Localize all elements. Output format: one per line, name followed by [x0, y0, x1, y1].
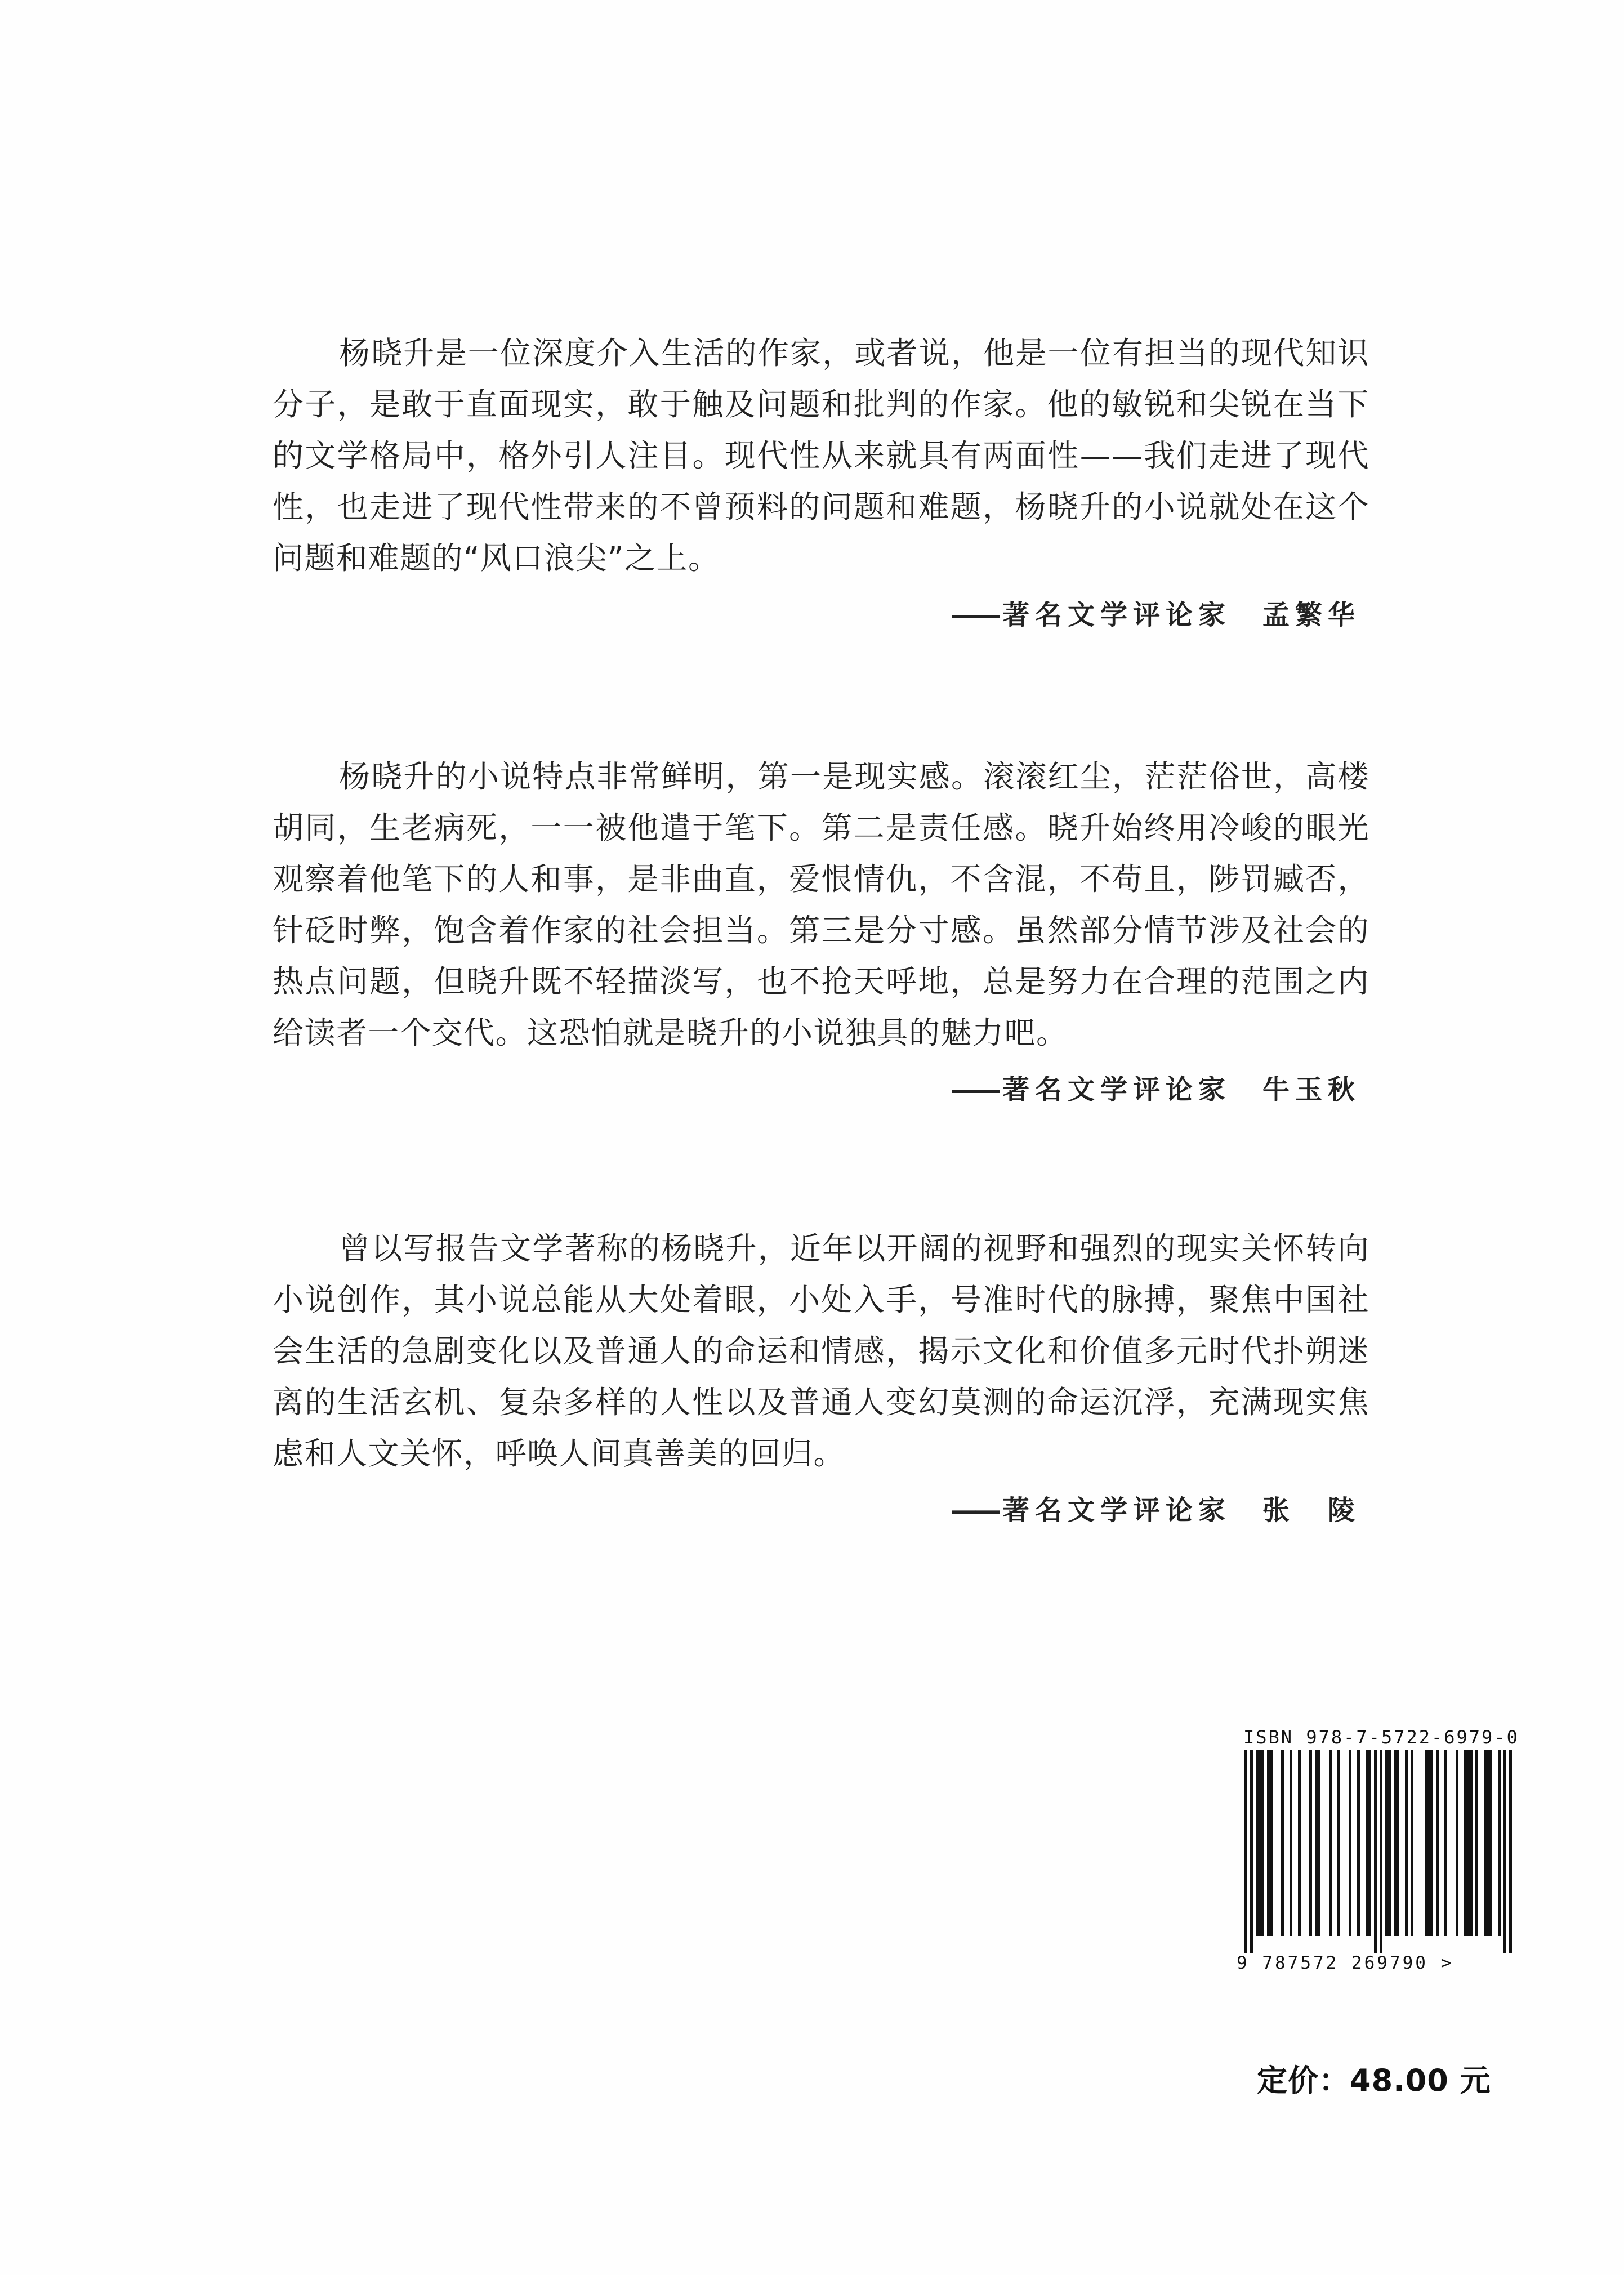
barcode-bar — [1259, 1750, 1261, 1936]
barcode-bar — [1397, 1750, 1399, 1936]
barcode-digits: 9 787572 269790 > — [1237, 1953, 1454, 1973]
barcode-bar — [1430, 1750, 1433, 1936]
barcode-bar — [1464, 1750, 1467, 1936]
barcode-bar — [1318, 1750, 1320, 1936]
critic-role: 著名文学评论家 — [1002, 1495, 1231, 1526]
barcode-bar — [1509, 1750, 1512, 1953]
review-block — [273, 1223, 1369, 1527]
barcode-bar — [1368, 1750, 1371, 1936]
barcode-bar — [1309, 1750, 1312, 1936]
barcode-bar — [1487, 1750, 1489, 1936]
review-text: 杨晓升是一位深度介入生活的作家，或者说，他是一位有担当的现代知识分子，是敢于直面现实，敢于触及问题和批判的作家。他的敏锐和尖锐在当下的文学格局中，格外引人注目。现代性从来就具有两面性——我们走进了现代性，也走进了现代性带来的不曾预料的问题和难题，杨晓升的小说就处在这个问题和难题的“风口浪尖”之上。 — [273, 335, 1369, 576]
barcode-bar — [1290, 1750, 1292, 1936]
barcode-bar — [1405, 1750, 1408, 1936]
barcode-bar — [1503, 1750, 1506, 1953]
barcode-bar — [1366, 1750, 1368, 1936]
barcode-bar — [1456, 1750, 1458, 1936]
barcode-bar — [1315, 1750, 1318, 1936]
review-text: 杨晓升的小说特点非常鲜明，第一是现实感。滚滚红尘，茫茫俗世，高楼胡同，生老病死，一一被他遣于笔下。第二是责任感。晓升始终用冷峻的眼光观察着他笔下的人和事，是非曲直，爱恨情仇，不含混，不苟且，陟罚臧否，针砭时弊，饱含着作家的社会担当。第三是分寸感。虽然部分情节涉及社会的热点问题，但晓升既不轻描淡写，也不抢天呼地，总是努力在合理的范围之内给读者一个交代。这恐怕就是晓升的小说独具的魅力吧。 — [273, 759, 1369, 1051]
barcode-bar — [1281, 1750, 1284, 1936]
critic-role: 著名文学评论家 — [1002, 599, 1231, 631]
barcode-bar — [1470, 1750, 1473, 1936]
barcode-bar — [1475, 1750, 1478, 1936]
critic-name: 牛玉秋 — [1262, 1074, 1360, 1105]
barcode-bar — [1467, 1750, 1470, 1936]
barcode-bar — [1411, 1750, 1413, 1936]
barcode-bar — [1349, 1750, 1351, 1936]
attribution-dash: —— — [950, 1495, 998, 1526]
review-text: 曾以写报告文学著称的杨晓升，近年以开阔的视野和强烈的现实关怀转向小说创作，其小说总能从大处着眼，小处入手，号准时代的脉搏，聚焦中国社会生活的急剧变化以及普通人的命运和情感，揭示文化和价值多元时代扑朔迷离的生活玄机、复杂多样的人性以及普通人变幻莫测的命运沉浮，充满现实焦虑和人文关怀，呼唤人间真善美的回归。 — [273, 1230, 1369, 1471]
review-attribution — [273, 593, 1369, 632]
barcode-bar — [1357, 1750, 1360, 1936]
barcode-bar — [1394, 1750, 1397, 1936]
barcode-bar — [1270, 1750, 1273, 1936]
barcode-bar — [1385, 1750, 1388, 1936]
barcode-bar — [1380, 1750, 1382, 1953]
isbn-label: ISBN 978-7-5722-6979-0 — [1243, 1727, 1519, 1748]
barcode-bar — [1427, 1750, 1430, 1936]
barcode-bar — [1374, 1750, 1377, 1953]
barcode-bar — [1489, 1750, 1492, 1936]
review-block — [273, 751, 1369, 1107]
attribution-dash: —— — [950, 1074, 998, 1105]
review-attribution — [273, 1488, 1369, 1527]
barcode-bar — [1267, 1750, 1270, 1936]
barcode-bar — [1498, 1750, 1501, 1936]
isbn-barcode-block — [1237, 1727, 1527, 1973]
review-block — [273, 328, 1369, 632]
price-label: 定价：48.00 元 — [1257, 2063, 1491, 2098]
review-attribution — [273, 1068, 1369, 1107]
barcode-bar — [1444, 1750, 1447, 1936]
barcode-bar — [1244, 1750, 1247, 1953]
barcode-icon — [1237, 1750, 1518, 1953]
barcode-bar — [1436, 1750, 1439, 1936]
barcode-bar — [1425, 1750, 1427, 1936]
barcode-bar — [1298, 1750, 1301, 1936]
barcode-bar — [1329, 1750, 1332, 1936]
critic-name: 孟繁华 — [1262, 599, 1360, 631]
critic-role: 著名文学评论家 — [1002, 1074, 1231, 1105]
barcode-bar — [1261, 1750, 1264, 1936]
barcode-bar — [1256, 1750, 1259, 1936]
critic-name: 张 陵 — [1262, 1495, 1360, 1526]
barcode-bar — [1388, 1750, 1391, 1936]
barcode-bar — [1484, 1750, 1487, 1936]
barcode-bar — [1337, 1750, 1340, 1936]
attribution-dash: —— — [950, 599, 998, 631]
barcode-bar — [1250, 1750, 1253, 1953]
